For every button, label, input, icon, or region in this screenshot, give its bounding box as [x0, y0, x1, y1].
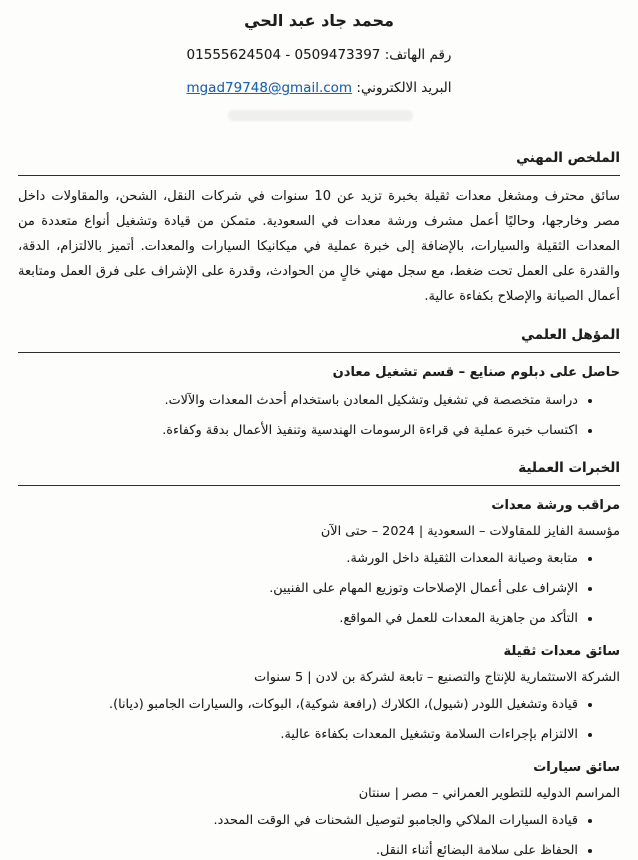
phone-line [18, 45, 620, 65]
section-education [18, 325, 620, 440]
job-block [18, 496, 620, 628]
job-bullet: • الإشراف على أعمال الإصلاحات وتوزيع المهام على الفنيين. [18, 579, 578, 598]
cv-header [18, 10, 620, 98]
job-bullet-list [18, 811, 620, 860]
job-title: سائق معدات ثقيلة [503, 644, 620, 659]
section-experience [18, 458, 620, 860]
job-bullet: • متابعة وصيانة المعدات الثقيلة داخل الورشة. [18, 549, 578, 568]
degree-heading: حاصل على دبلوم صنايع – قسم تشغيل معادن [332, 365, 620, 380]
job-title: مراقب ورشة معدات [491, 498, 620, 513]
job-bullet-list [18, 549, 620, 628]
education-bullet: • دراسة متخصصة في تشغيل وتشكيل المعادن باستخدام أحدث المعدات والآلات. [18, 391, 578, 410]
education-bullet-list [18, 391, 620, 440]
experience-section-title: الخبرات العملية [18, 458, 620, 486]
job-company: مؤسسة الفايز للمقاولات – السعودية | 2024 – حتى الآن [320, 524, 620, 539]
job-bullet: • التأكد من جاهزية المعدات للعمل في المواقع. [18, 609, 578, 628]
job-company: المراسم الدوليه للتطوير العمراني – مصر | سنتان [358, 786, 620, 801]
phone-numbers: 0509473397 - 01555624504 [186, 47, 381, 63]
phone-label: رقم الهاتف: [384, 47, 452, 63]
summary-paragraph: سائق محترف ومشغل معدات ثقيلة بخبرة تزيد عن 10 سنوات في شركات النقل، الشحن، والمقاولات داخل مصر وخارجها، وحاليًا أعمل مشرف ورشة معدات في السعودية. متمكن من قيادة وتشغيل أنواع متعددة من المعدات الثقيلة والسيارات، بالإضافة إلى خبرة عملية في ميكانيكا السيارات والمعدات. أتميز بالالتزام، الدقة، والقدرة على العمل تحت ضغط، مع سجل مهني خالٍ من الحوادث، وقدرة على الإشراف على فرق العمل ومتابعة أعمال الصيانة والإصلاح بكفاءة عالية. [18, 189, 620, 304]
summary-section-title: الملخص المهني [18, 148, 620, 176]
job-title: سائق سيارات [533, 760, 620, 775]
email-link[interactable]: mgad79748@gmail.com [186, 80, 353, 96]
job-bullet: • قيادة وتشغيل اللودر (شيول)، الكلارك (رافعة شوكية)، البوكات، والسيارات الجامبو (ديانا). [18, 695, 578, 714]
job-bullet-list [18, 695, 620, 744]
job-bullet: • الحفاظ على سلامة البضائع أثناء النقل. [18, 841, 578, 860]
job-block [18, 758, 620, 860]
education-bullet: • اكتساب خبرة عملية في قراءة الرسومات الهندسية وتنفيذ الأعمال بدقة وكفاءة. [18, 421, 578, 440]
email-label: البريد الالكتروني: [356, 80, 452, 96]
email-line [18, 78, 620, 98]
section-summary [18, 148, 620, 309]
candidate-name: محمد جاد عبد الحي [244, 11, 394, 30]
job-bullet: • قيادة السيارات الملاكي والجامبو لتوصيل الشحنات في الوقت المحدد. [18, 811, 578, 830]
scan-smudge-artifact [228, 110, 413, 121]
job-company: الشركة الاستثمارية للإنتاج والتصنيع – تابعة لشركة بن لادن | 5 سنوات [254, 670, 620, 685]
job-bullet: • الالتزام بإجراءات السلامة وتشغيل المعدات بكفاءة عالية. [18, 725, 578, 744]
job-block [18, 642, 620, 744]
education-section-title: المؤهل العلمي [18, 325, 620, 353]
